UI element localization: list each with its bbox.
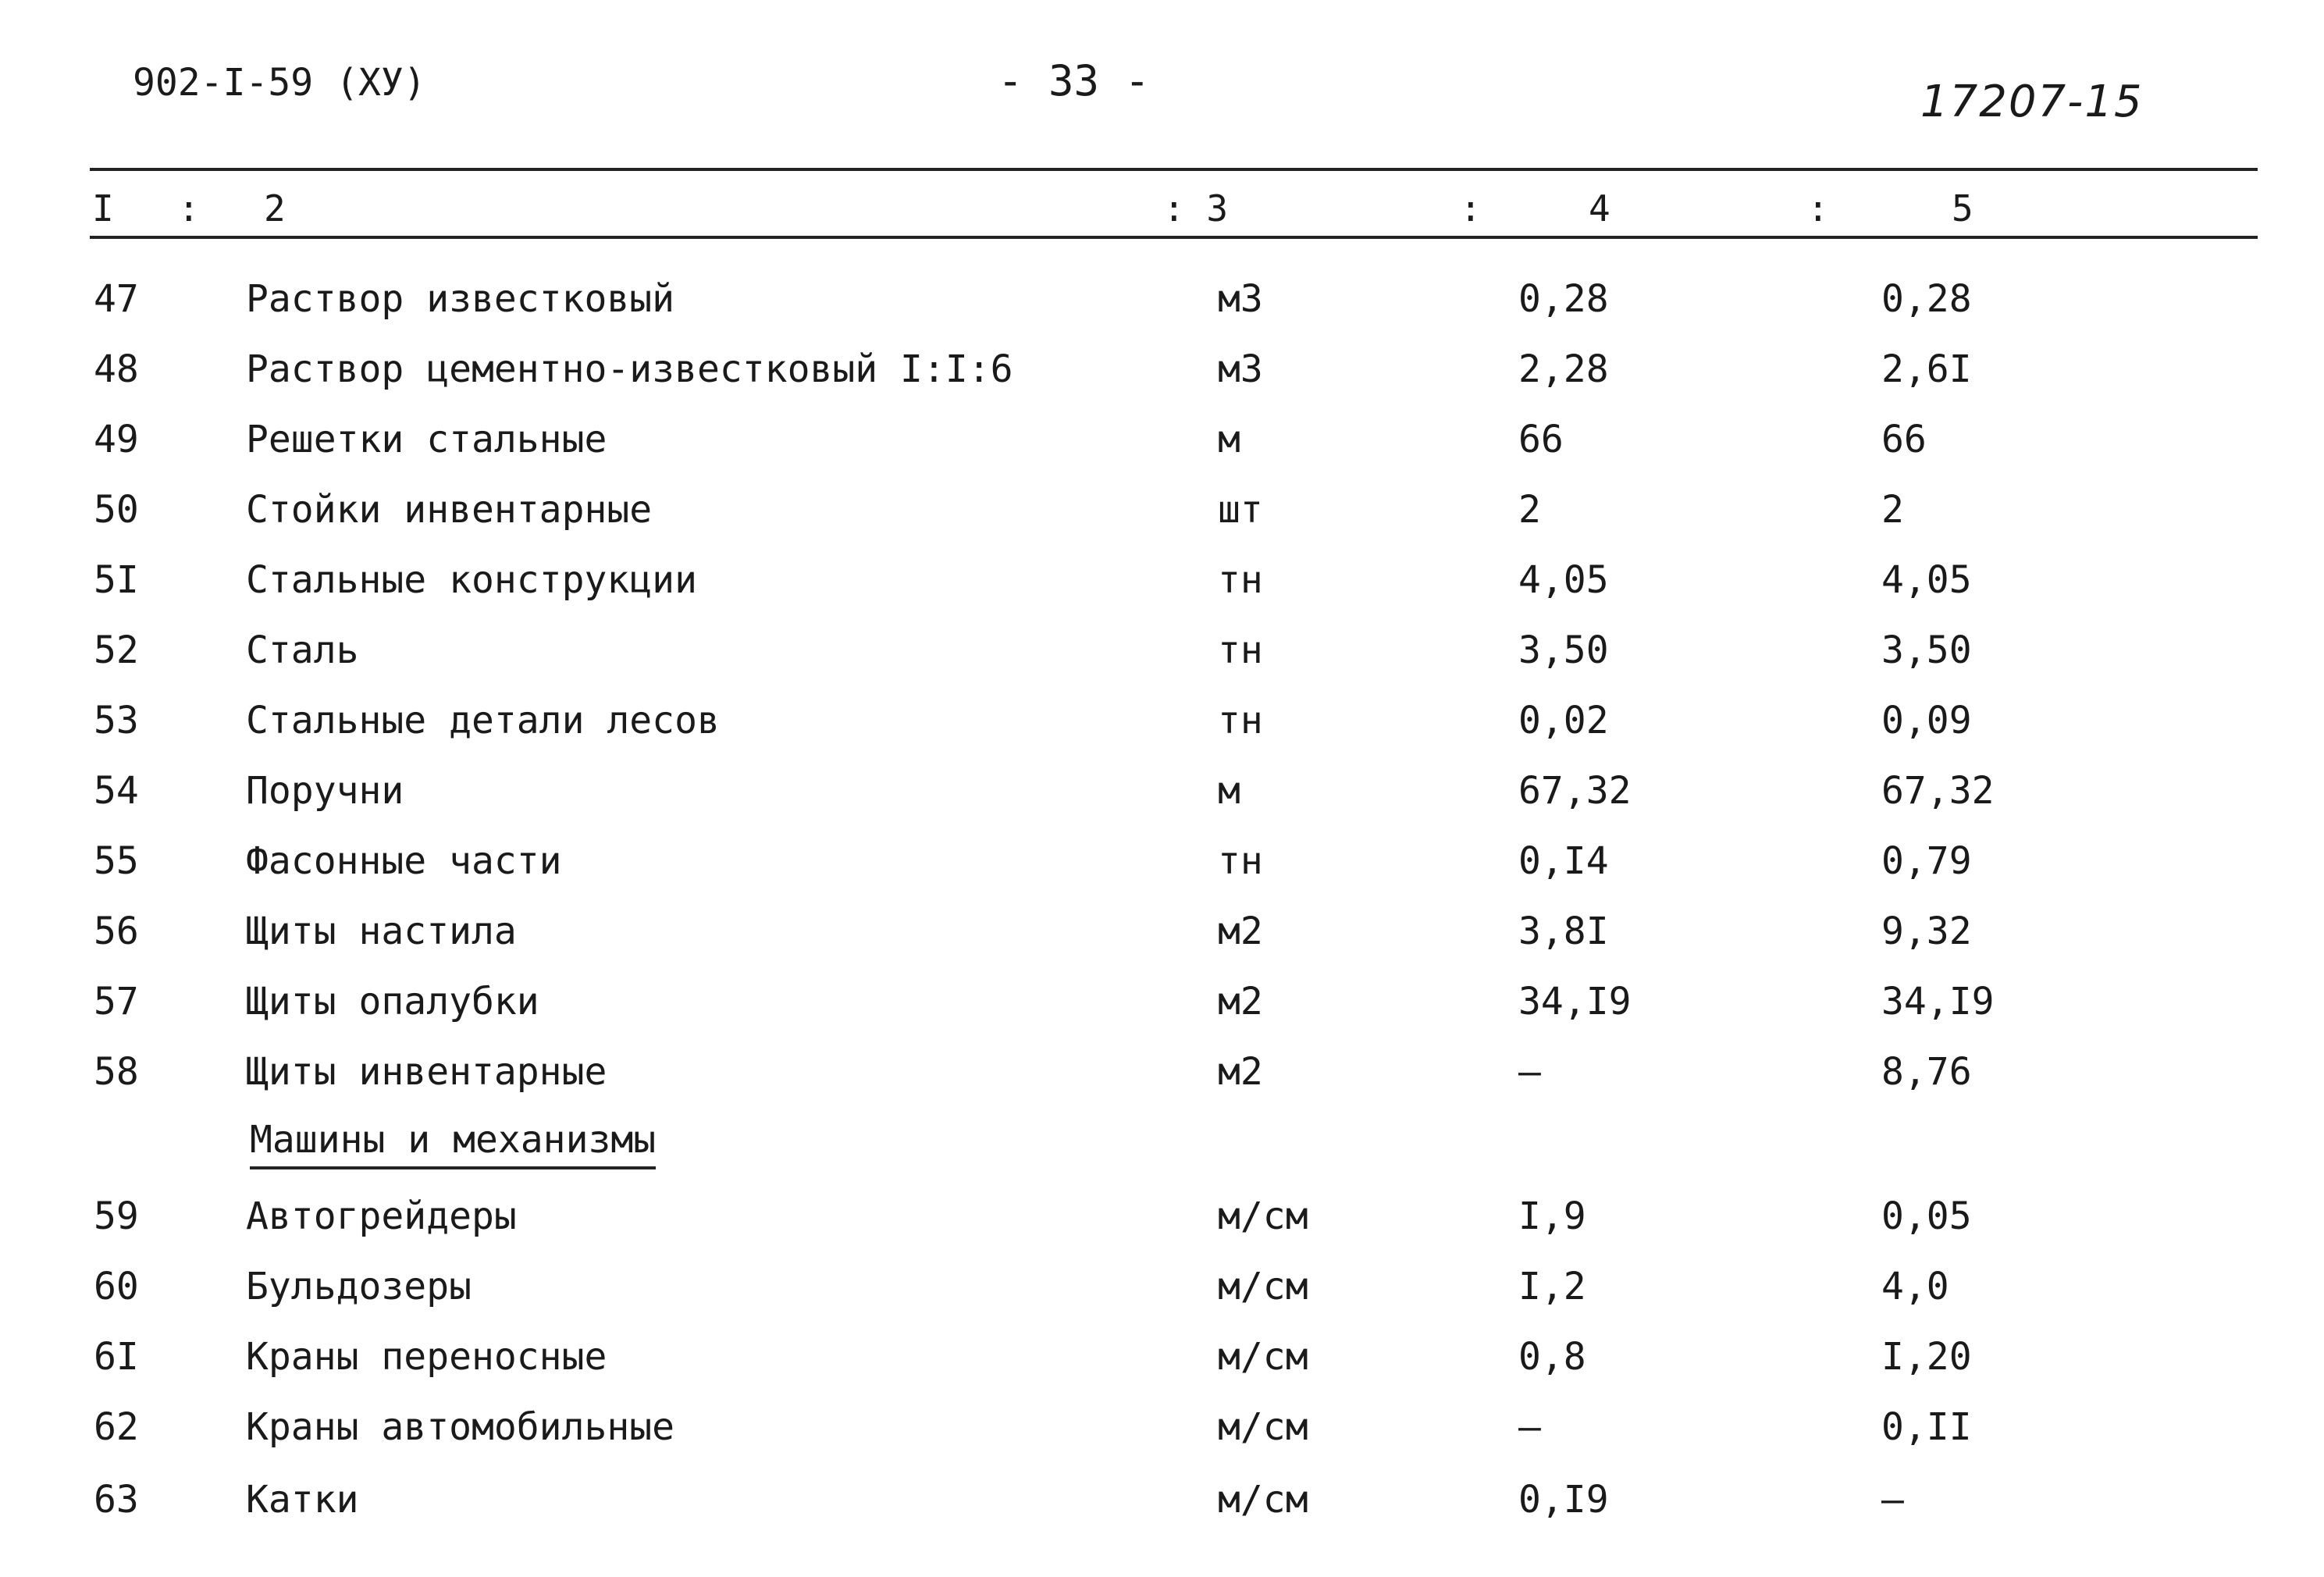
table-row — [0, 277, 2324, 347]
document-code: 902-I-59 (XУ) — [133, 61, 426, 105]
row-value-col4: 0,02 — [1518, 699, 1609, 742]
row-name: Катки — [246, 1478, 359, 1522]
row-number: 52 — [94, 628, 139, 672]
row-unit: м — [1218, 769, 1240, 813]
row-unit: м3 — [1218, 347, 1263, 391]
row-value-col4: 34,I9 — [1518, 980, 1632, 1023]
row-unit: тн — [1218, 628, 1263, 672]
row-value-col5: 0,28 — [1881, 277, 1972, 321]
row-number: 49 — [94, 418, 139, 461]
row-value-col5: 67,32 — [1881, 769, 1995, 813]
row-value-col4: 0,I4 — [1518, 839, 1609, 883]
row-name: Краны автомобильные — [246, 1405, 675, 1449]
row-value-col4: – — [1518, 1405, 1541, 1449]
row-value-col4: 2 — [1518, 488, 1541, 532]
row-number: 54 — [94, 769, 139, 813]
row-value-col5: 0,09 — [1881, 699, 1972, 742]
table-row — [0, 488, 2324, 558]
row-name: Автогрейдеры — [246, 1194, 517, 1238]
table-row — [0, 980, 2324, 1050]
row-number: 56 — [94, 910, 139, 953]
row-number: 48 — [94, 347, 139, 391]
row-name: Щиты инвентарные — [246, 1050, 607, 1094]
row-value-col5: 4,05 — [1881, 558, 1972, 602]
row-unit: м3 — [1218, 277, 1263, 321]
row-number: 60 — [94, 1265, 139, 1308]
row-number: 5I — [94, 558, 139, 602]
table-row — [0, 1335, 2324, 1405]
row-unit: м2 — [1218, 1050, 1263, 1094]
row-name: Щиты опалубки — [246, 980, 539, 1023]
table-row — [0, 558, 2324, 628]
col-header-2: 2 — [264, 187, 286, 230]
row-unit: м/см — [1218, 1335, 1308, 1379]
row-value-col5: 3,50 — [1881, 628, 1972, 672]
table-row — [0, 1405, 2324, 1476]
row-value-col5: 2 — [1881, 488, 1904, 532]
col-header-3: : 3 — [1163, 187, 1229, 230]
row-name: Сталь — [246, 628, 359, 672]
row-number: 58 — [94, 1050, 139, 1094]
row-value-col4: 3,8I — [1518, 910, 1609, 953]
row-number: 50 — [94, 488, 139, 532]
row-unit: м/см — [1218, 1478, 1308, 1522]
row-name: Щиты настила — [246, 910, 517, 953]
col-header-4: 4 — [1589, 187, 1610, 230]
page-number: - 33 - — [998, 56, 1151, 105]
col-separator-1: : — [178, 187, 200, 230]
col-header-1: I — [92, 187, 114, 230]
row-value-col5: 34,I9 — [1881, 980, 1995, 1023]
row-name: Бульдозеры — [246, 1265, 472, 1308]
row-value-col4: 67,32 — [1518, 769, 1632, 813]
table-row — [0, 910, 2324, 980]
row-value-col4: 66 — [1518, 418, 1564, 461]
row-value-col5: – — [1881, 1478, 1904, 1522]
row-unit: тн — [1218, 699, 1263, 742]
row-value-col4: 3,50 — [1518, 628, 1609, 672]
table-row — [0, 418, 2324, 488]
row-value-col4: 4,05 — [1518, 558, 1609, 602]
row-value-col5: I,20 — [1881, 1335, 1972, 1379]
row-number: 57 — [94, 980, 139, 1023]
table-row — [0, 1478, 2324, 1548]
row-number: 62 — [94, 1405, 139, 1449]
row-unit: шт — [1218, 488, 1263, 532]
row-unit: м/см — [1218, 1194, 1308, 1238]
row-unit: м/см — [1218, 1265, 1308, 1308]
col-header-5: 5 — [1952, 187, 1973, 230]
col-separator-3: : — [1807, 187, 1829, 230]
section-title-machines: Машины и механизмы — [250, 1118, 656, 1169]
row-value-col4: 0,I9 — [1518, 1478, 1609, 1522]
row-value-col5: 66 — [1881, 418, 1927, 461]
table-top-rule — [90, 168, 2258, 171]
row-value-col4: I,2 — [1518, 1265, 1586, 1308]
row-unit: м/см — [1218, 1405, 1308, 1449]
row-unit: тн — [1218, 839, 1263, 883]
row-name: Стальные детали лесов — [246, 699, 720, 742]
table-row — [0, 1265, 2324, 1335]
row-name: Решетки стальные — [246, 418, 607, 461]
row-unit: м2 — [1218, 910, 1263, 953]
row-value-col4: I,9 — [1518, 1194, 1586, 1238]
row-number: 55 — [94, 839, 139, 883]
row-value-col5: 0,05 — [1881, 1194, 1972, 1238]
table-row — [0, 628, 2324, 699]
row-name: Стальные конструкции — [246, 558, 697, 602]
table-row — [0, 769, 2324, 839]
row-value-col5: 4,0 — [1881, 1265, 1949, 1308]
table-row — [0, 699, 2324, 769]
row-value-col5: 8,76 — [1881, 1050, 1972, 1094]
col-separator-2: : — [1460, 187, 1482, 230]
row-unit: м2 — [1218, 980, 1263, 1023]
row-name: Краны переносные — [246, 1335, 607, 1379]
row-number: 53 — [94, 699, 139, 742]
row-name: Раствор цементно-известковый I:I:6 — [246, 347, 1013, 391]
table-row — [0, 1194, 2324, 1265]
row-name: Поручни — [246, 769, 404, 813]
row-value-col5: 9,32 — [1881, 910, 1972, 953]
table-row — [0, 1050, 2324, 1120]
row-value-col4: 0,28 — [1518, 277, 1609, 321]
sheet-code: 17207-15 — [1920, 77, 2144, 127]
row-number: 63 — [94, 1478, 139, 1522]
row-name: Стойки инвентарные — [246, 488, 653, 532]
row-unit: тн — [1218, 558, 1263, 602]
row-value-col4: – — [1518, 1050, 1541, 1094]
row-number: 59 — [94, 1194, 139, 1238]
table-row — [0, 347, 2324, 418]
row-name: Раствор известковый — [246, 277, 675, 321]
row-name: Фасонные части — [246, 839, 562, 883]
row-value-col5: 0,II — [1881, 1405, 1972, 1449]
row-value-col5: 2,6I — [1881, 347, 1972, 391]
row-value-col4: 2,28 — [1518, 347, 1609, 391]
table-header-rule — [90, 236, 2258, 239]
row-value-col5: 0,79 — [1881, 839, 1972, 883]
table-row — [0, 839, 2324, 910]
row-number: 6I — [94, 1335, 139, 1379]
row-value-col4: 0,8 — [1518, 1335, 1586, 1379]
row-number: 47 — [94, 277, 139, 321]
row-unit: м — [1218, 418, 1240, 461]
